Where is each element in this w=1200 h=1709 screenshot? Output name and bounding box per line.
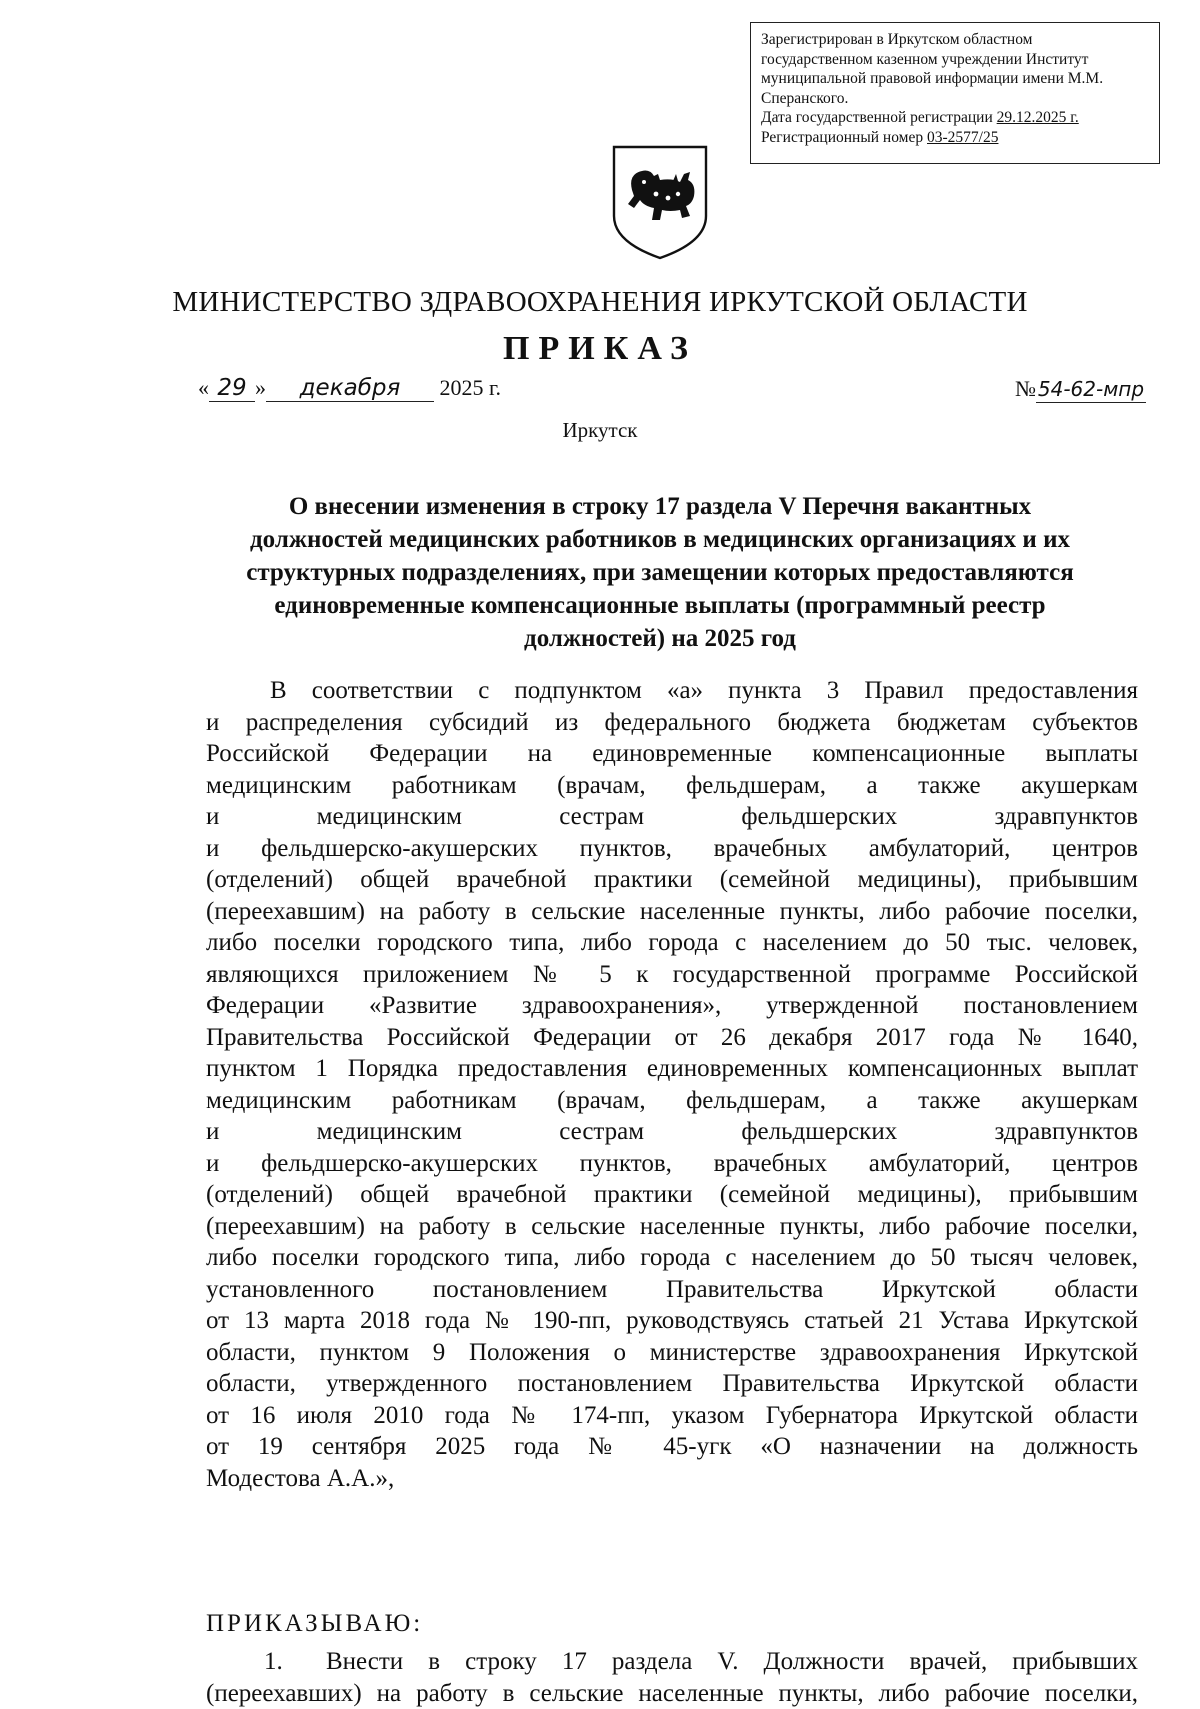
coat-of-arms-icon (610, 144, 710, 262)
order-date (198, 375, 501, 415)
item-1-text: (переехавших) на работу в сельские населенные пункты, либо рабочие поселки, (206, 1678, 1138, 1709)
preamble-line: пунктом 1 Порядка предоставления единовременных компенсационных выплат (206, 1053, 1138, 1085)
preamble-line: (отделений) общей врачебной практики (семейной медицины), прибывшим (206, 864, 1138, 896)
stamp-line: Сперанского. (761, 89, 1149, 109)
preamble-line: установленного постановлением Правительства Иркутской области (206, 1274, 1138, 1306)
order-word: ПРИКАЗЫВАЮ: (206, 1610, 423, 1638)
number-value: 54-62-мпр (1036, 376, 1146, 403)
item-1-first-line (206, 1646, 1138, 1678)
order-item-1 (206, 1646, 1138, 1709)
stamp-date-row (761, 108, 1149, 128)
preamble-line: и фельдшерско-акушерских пунктов, врачебных амбулаторий, центров (206, 833, 1138, 865)
subject-line: структурных подразделениях, при замещении которых предоставляются (205, 556, 1115, 589)
stamp-line: Зарегистрирован в Иркутском областном (761, 30, 1149, 50)
stamp-date-label: Дата государственной регистрации (761, 109, 997, 126)
preamble-line: медицинским работникам (врачам, фельдшерам, а также акушеркам (206, 1085, 1138, 1117)
preamble (206, 675, 1138, 1494)
preamble-line: В соответствии с подпунктом «а» пункта 3 Правил предоставления (206, 675, 1138, 707)
preamble-line: Правительства Российской Федерации от 26 декабря 2017 года № 1640, (206, 1022, 1138, 1054)
preamble-line: и распределения субсидий из федерального бюджета бюджетам субъектов (206, 707, 1138, 739)
preamble-line: и медицинским сестрам фельдшерских здравпунктов (206, 1116, 1138, 1148)
subject-line: единовременные компенсационные выплаты (программный реестр (205, 589, 1115, 622)
preamble-line: области, пунктом 9 Положения о министерстве здравоохранения Иркутской (206, 1337, 1138, 1369)
item-1-text: Внести в строку 17 раздела V. Должности врачей, прибывших (326, 1646, 1138, 1678)
city: Иркутск (0, 418, 1200, 443)
preamble-line: Российской Федерации на единовременные компенсационные выплаты (206, 738, 1138, 770)
date-close-quote: » (255, 375, 266, 400)
preamble-line: (переехавшим) на работу в сельские населенные пункты, либо рабочие поселки, (206, 896, 1138, 928)
preamble-line: либо поселки городского типа, либо города с населением до 50 тысяч человек, (206, 1242, 1138, 1274)
stamp-line: государственном казенном учреждении Институт (761, 50, 1149, 70)
date-open-quote: « (198, 375, 209, 400)
preamble-line: от 19 сентября 2025 года № 45-угк «О назначении на должность (206, 1431, 1138, 1463)
preamble-line: и медицинским сестрам фельдшерских здравпунктов (206, 801, 1138, 833)
preamble-line: Модестова А.А.», (206, 1463, 1138, 1495)
subject-line: должностей) на 2025 год (205, 622, 1115, 655)
preamble-line: области, утвержденного постановлением Правительства Иркутской области (206, 1368, 1138, 1400)
preamble-line: и фельдшерско-акушерских пунктов, врачебных амбулаторий, центров (206, 1148, 1138, 1180)
stamp-number-label: Регистрационный номер (761, 129, 927, 146)
subject-line: должностей медицинских работников в медицинских организациях и их (205, 523, 1115, 556)
number-prefix: № (1015, 376, 1036, 401)
subject-line: О внесении изменения в строку 17 раздела V Перечня вакантных (205, 490, 1115, 523)
preamble-line: (отделений) общей врачебной практики (семейной медицины), прибывшим (206, 1179, 1138, 1211)
stamp-number-value: 03-2577/25 (927, 129, 998, 146)
document-type: ПРИКАЗ (0, 330, 1200, 368)
date-month: декабря (266, 375, 434, 402)
date-day: 29 (209, 375, 255, 402)
stamp-number-row (761, 128, 1149, 148)
preamble-line: являющихся приложением № 5 к государственной программе Российской (206, 959, 1138, 991)
stamp-line: муниципальной правовой информации имени М.М. (761, 69, 1149, 89)
preamble-line: Федерации «Развитие здравоохранения», утвержденной постановлением (206, 990, 1138, 1022)
preamble-line: медицинским работникам (врачам, фельдшерам, а также акушеркам (206, 770, 1138, 802)
preamble-line: от 13 марта 2018 года № 190-пп, руководствуясь статьей 21 Устава Иркутской (206, 1305, 1138, 1337)
registration-stamp (750, 22, 1160, 164)
preamble-line: либо поселки городского типа, либо города с населением до 50 тыс. человек, (206, 927, 1138, 959)
date-year: 2025 г. (440, 375, 502, 400)
stamp-date-value: 29.12.2025 г. (997, 109, 1079, 126)
order-subject (205, 490, 1115, 655)
preamble-line: от 16 июля 2010 года № 174-пп, указом Губернатора Иркутской области (206, 1400, 1138, 1432)
item-1-number: 1. (206, 1646, 326, 1678)
order-number (1015, 376, 1146, 403)
ministry-name: МИНИСТЕРСТВО ЗДРАВООХРАНЕНИЯ ИРКУТСКОЙ ОБЛАСТИ (0, 286, 1200, 319)
preamble-line: (переехавшим) на работу в сельские населенные пункты, либо рабочие поселки, (206, 1211, 1138, 1243)
